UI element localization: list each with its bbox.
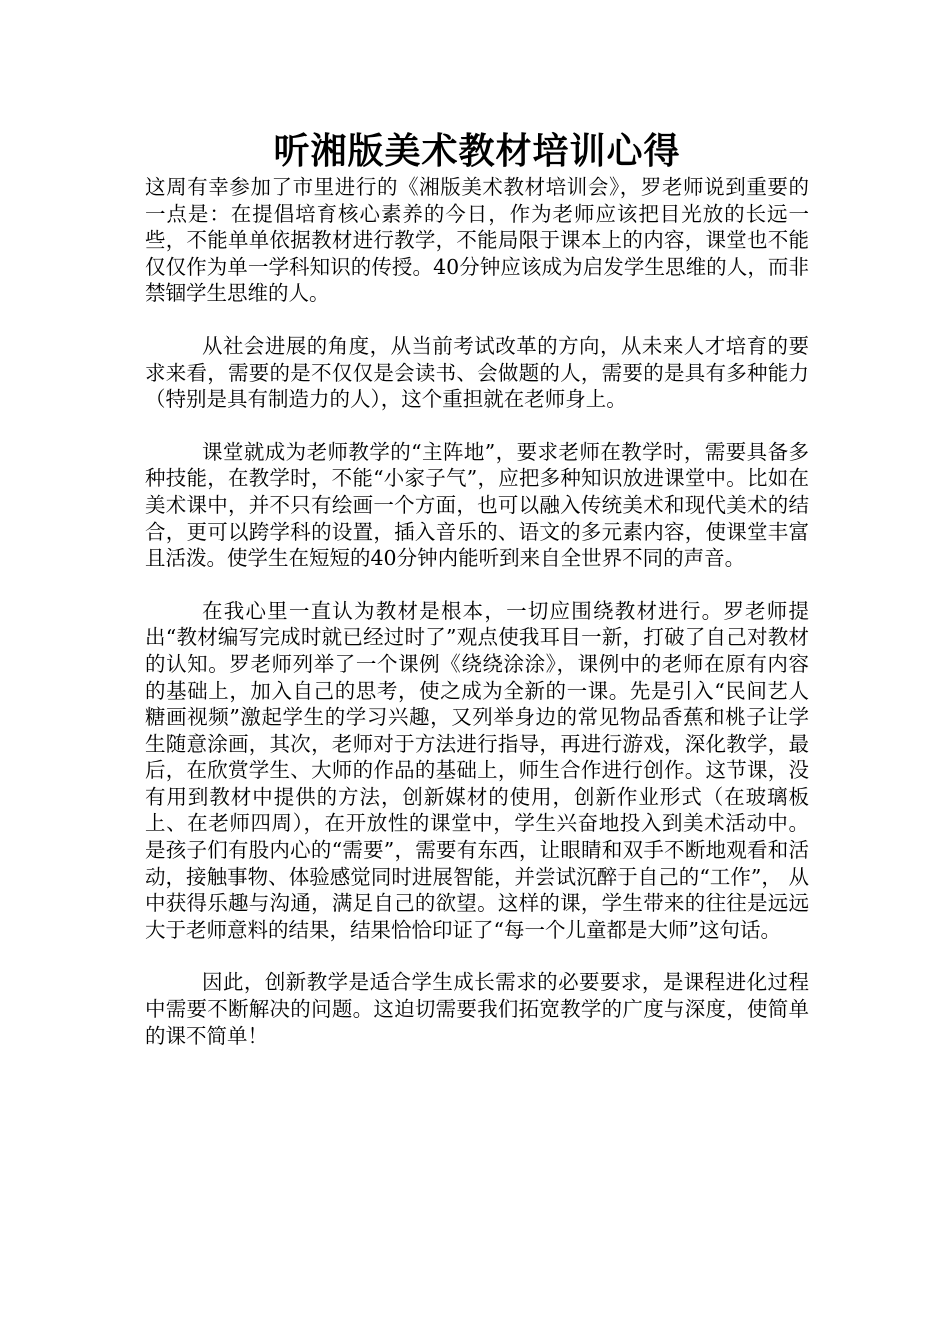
paragraph-3: 课堂就成为老师教学的“主阵地”，要求老师在教学时，需要具备多种技能，在教学时，不能“小家子气”，应把多种知识放进课堂中。比如在美术课中，并不只有绘画一个方面，也可以融入传统美术和现代美术的结合，更可以跨学科的设置，插入音乐的、语文的多元素内容，使课堂丰富且活泼。使学生在短短的40分钟内能听到来自全世界不同的声音。	[145, 439, 809, 571]
document-page	[145, 128, 809, 1075]
document-title: 听湘版美术教材培训心得	[273, 130, 681, 172]
paragraph-5: 因此，创新教学是适合学生成长需求的必要要求，是课程进化过程中需要不断解决的问题。这迫切需要我们拓宽教学的广度与深度，使简单的课不简单！	[145, 970, 809, 1048]
paragraph-2: 从社会进展的角度，从当前考试改革的方向，从未来人才培育的要求来看，需要的是不仅仅是会读书、会做题的人，需要的是具有多种能力（特别是具有制造力的人），这个重担就在老师身上。	[145, 333, 809, 412]
paragraph-1: 这周有幸参加了市里进行的《湘版美术教材培训会》，罗老师说到重要的一点是：在提倡培育核心素养的今日，作为老师应该把目光放的长远一些，不能单单依据教材进行教学，不能局限于课本上的内容，课堂也不能仅仅作为单一学科知识的传授。40分钟应该成为启发学生思维的人，而非禁锢学生思维的人。	[145, 175, 809, 306]
paragraph-4: 在我心里一直认为教材是根本，一切应围绕教材进行。罗老师提出“教材编写完成时就已经过时了”观点使我耳目一新，打破了自己对教材的认知。罗老师列举了一个课例《绕绕涂涂》，课例中的老师在原有内容的基础上，加入自己的思考，使之成为全新的一课。先是引入“民间艺人糖画视频”激起学生的学习兴趣，又列举身边的常见物品香蕉和桃子让学生随意涂画，其次，老师对于方法进行指导，再进行游戏，深化教学，最后，在欣赏学生、大师的作品的基础上，师生合作进行创作。这节课，没有用到教材中提供的方法，创新媒材的使用，创新作业形式（在玻璃板上、在老师四周），在开放性的课堂中，学生兴奋地投入到美术活动中。是孩子们有股内心的“需要”，需要有东西，让眼睛和双手不断地观看和活动，接触事物、体验感觉同时进展智能，并尝试沉醉于自己的“工作”， 从中获得乐趣与沟通，满足自己的欲望。这样的课，学生带来的往往是远远大于老师意料的结果，结果恰恰印证了“每一个儿童都是大师”这句话。	[145, 598, 809, 942]
